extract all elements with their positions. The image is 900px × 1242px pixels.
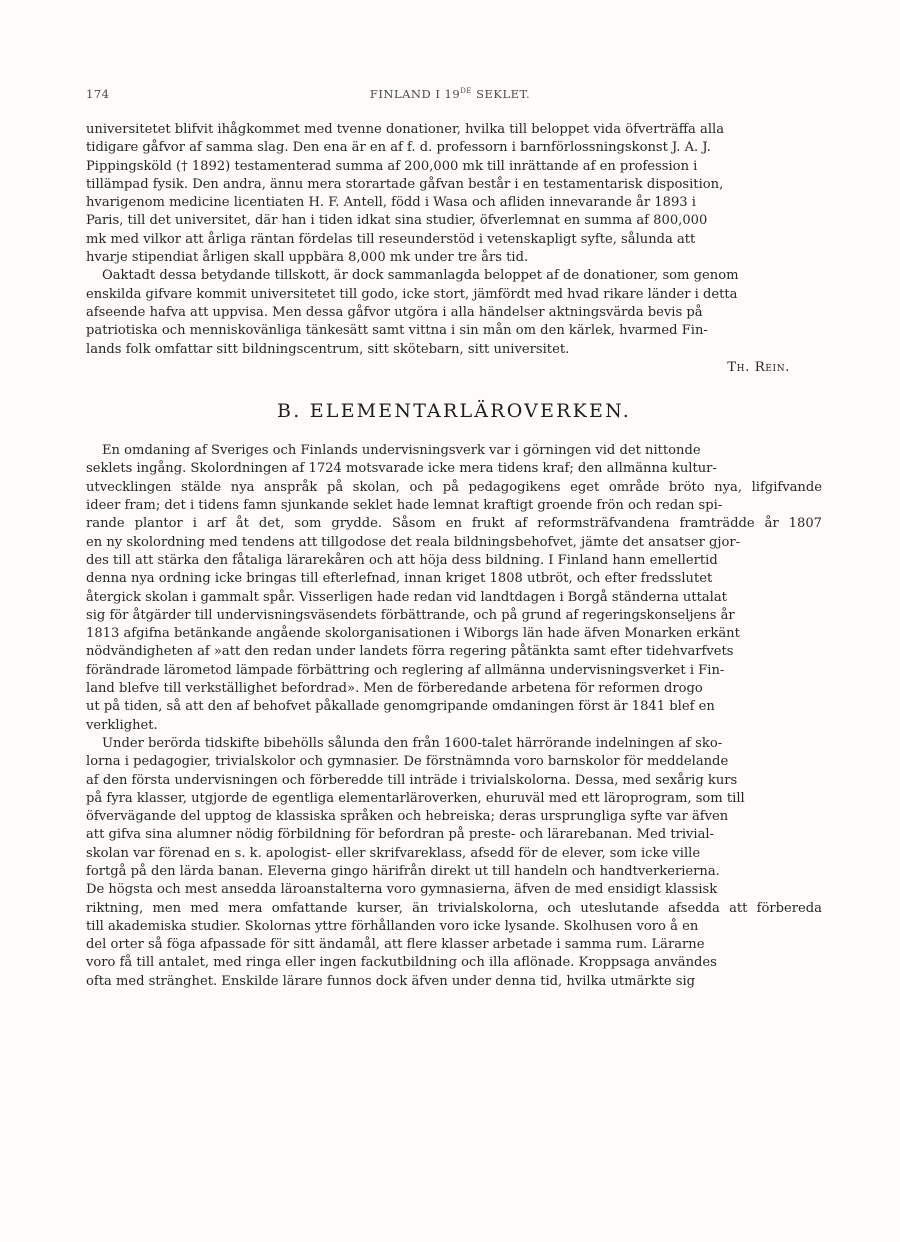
text-line: skolan var förenad en s. k. apologist- eller skrifvareklass, afsedd för de elever, som icke ville (86, 845, 701, 861)
text-line: hvarje stipendiat årligen skall uppbära 8,000 mk under tre års tid. (86, 250, 529, 266)
section-title: B. ELEMENTARLÄROVERKEN. (277, 400, 631, 423)
text-line: på fyra klasser, utgjorde de egentliga elementarläroverken, ehuruväl med ett läroprogram, som till (86, 790, 745, 806)
text-line: tidigare gåfvor af samma slag. Den ena är en af f. d. professorn i barnförlossningskonst J. A. J. (86, 140, 711, 156)
text-line: återgick skolan i gammalt spår. Visserligen hade redan vid landtdagen i Borgå ständerna uttalat (86, 589, 727, 605)
text-line: seklets ingång. Skolordningen af 1724 motsvarade icke mera tidens kraf; den allmänna kultur- (86, 461, 717, 477)
text-line: riktning, men med mera omfattande kurser, än trivialskolorna, och uteslutande afsedda att förbereda (86, 900, 822, 916)
text-line: Pippingsköld († 1892) testamenterad summa af 200,000 mk till inrättande af en profession i (86, 158, 698, 174)
text-line: Oaktadt dessa betydande tillskott, är dock sammanlagda beloppet af de donationer, som genom (102, 268, 739, 284)
text-line: nödvändigheten af »att den redan under landets förra regering påtänkta samt efter tidehvarfvets (86, 644, 734, 660)
text-line: förändrade lärometod lämpade förbättring och reglering af allmänna undervisningsverket i Fin- (86, 662, 725, 678)
text-line: universitetet blifvit ihågkommet med tvenne donationer, hvilka till beloppet vida öfverträffa alla (86, 122, 724, 137)
text-line: tillämpad fysik. Den andra, ännu mera storartade gåfvan består i en testamentarisk disposition, (86, 176, 724, 192)
text-line: till akademiska studier. Skolornas yttre förhållanden voro icke lysande. Skolhusen voro å en (86, 918, 699, 934)
paragraph-4 (86, 735, 822, 991)
text-line: patriotiska och menniskovänliga tänkesätt samt vittna i sin mån om den kärlek, hvarmed Fin- (86, 323, 708, 339)
text-line: lands folk omfattar sitt bildningscentrum, sitt skötebarn, sitt universitet. (86, 341, 570, 357)
text-line: sig för åtgärder till undervisningsväsendets förbättrande, och på grund af regeringskonseljens år (86, 607, 735, 623)
running-title-superscript: DE (460, 87, 472, 96)
text-line: denna nya ordning icke bringas till efterlefnad, innan kriget 1808 utbröt, och efter fredsslutet (86, 571, 713, 587)
text-line: en ny skolordning med tendens att tillgodose det reala bildningsbehofvet, jämte det ansatser gjor- (86, 534, 741, 550)
text-line: afseende hafva att uppvisa. Men dessa gåfvor utgöra i alla händelser aktningsvärda bevis på (86, 304, 703, 320)
text-line: lorna i pedagogier, trivialskolor och gymnasier. De förstnämnda voro barnskolor för meddelande (86, 754, 729, 770)
text-line: voro få till antalet, med ringa eller ingen fackutbildning och illa aflönade. Kroppsaga användes (86, 955, 717, 971)
text-line: verklighet. (86, 717, 158, 733)
text-line: att gifva sina alumner nödig förbildning för befordran på preste- och lärarebanan. Med trivial- (86, 827, 715, 843)
text-line: fortgå på den lärda banan. Eleverna gingo härifrån direkt ut till handeln och handtverkerierna. (86, 863, 720, 879)
text-line: land blefve till verkställighet befordrad». Men de förberedande arbetena för reformen drogo (86, 681, 703, 697)
running-title-end: SEKLET. (471, 87, 531, 101)
author-signature: Th. Rein. (727, 359, 790, 375)
text-line: Under berörda tidskifte bibehölls sålunda den från 1600-talet härrörande indelningen af sko- (102, 735, 723, 751)
running-title-main: FINLAND I 19 (369, 87, 461, 101)
page-number: 174 (86, 87, 110, 101)
text-line: enskilda gifvare kommit universitetet till godo, icke stort, jämfördt med hvad rikare länder i detta (86, 286, 738, 302)
text-line: ideer fram; det i tidens famn sjunkande seklet hade lemnat kraftigt groende frön och redan spi- (86, 498, 723, 514)
paragraph-3 (86, 442, 822, 735)
text-line: des till att stärka den fåtaliga lärarekåren och att höja dess bildning. I Finland hann emellertid (86, 552, 718, 568)
text-line: del orter så föga afpassade för sitt ändamål, att flere klasser arbetade i samma rum. Lärarne (86, 937, 705, 953)
text-line: En omdaning af Sveriges och Finlands undervisningsverk var i görningen vid det nittonde (102, 443, 701, 459)
text-line: 1813 afgifna betänkande angående skolorganisationen i Wiborgs län hade äfven Monarken erkänt (86, 626, 740, 642)
running-title (86, 87, 814, 101)
text-line: De högsta och mest ansedda läroanstalterna voro gymnasierna, äfven de med ensidigt klassisk (86, 882, 718, 898)
paragraph-2 (86, 267, 822, 358)
paragraph-1 (86, 121, 822, 267)
text-line: mk med vilkor att årliga räntan fördelas till reseunderstöd i vetenskapligt syfte, sålunda att (86, 231, 696, 247)
text-line: ut på tiden, så att den af behofvet påkallade genomgripande omdaningen först är 1841 blef en (86, 699, 715, 715)
page-body (86, 121, 822, 991)
text-line: hvarigenom medicine licentiaten H. F. Antell, född i Wasa och afliden innevarande år 1893 i (86, 195, 696, 211)
text-line: Paris, till det universitet, där han i tiden idkat sina studier, öfverlemnat en summa af 800,000 (86, 213, 708, 229)
text-line: öfvervägande del upptog de klassiska språken och hebreiska; deras ursprungliga syfte var äfven (86, 809, 729, 825)
text-line: ofta med stränghet. Enskilde lärare funnos dock äfven under denna tid, hvilka utmärkte sig (86, 973, 696, 989)
text-line: rande plantor i arf åt det, som grydde. Såsom en frukt af reformsträfvandena framträdde år 1807 (86, 516, 822, 532)
text-line: af den första undervisningen och förberedde till inträde i trivialskolorna. Dessa, med sexårig kurs (86, 772, 738, 788)
text-line: utvecklingen stälde nya anspråk på skolan, och på pedagogikens eget område bröto nya, lifgifvande (86, 479, 822, 495)
